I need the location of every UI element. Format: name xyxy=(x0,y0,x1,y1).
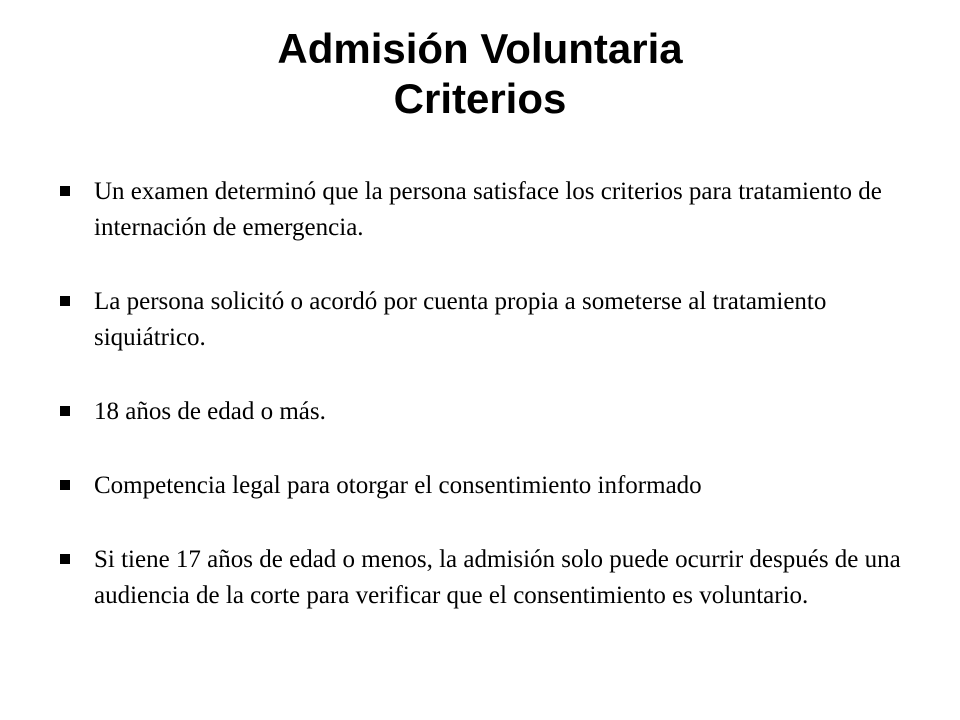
title-line-1: Admisión Voluntaria xyxy=(277,25,683,72)
bullet-list xyxy=(56,174,916,614)
square-bullet-icon xyxy=(60,480,70,490)
bullet-text: La persona solicitó o acordó por cuenta propia a someterse al tratamiento siquiátrico. xyxy=(94,288,827,351)
bullet-item xyxy=(56,284,916,356)
bullet-item xyxy=(56,174,916,246)
square-bullet-icon xyxy=(60,406,70,416)
bullet-text: Si tiene 17 años de edad o menos, la admisión solo puede ocurrir después de una audiencia de la corte para verificar que el consentimiento es voluntario. xyxy=(94,546,901,609)
square-bullet-icon xyxy=(60,554,70,564)
bullet-text: Competencia legal para otorgar el consentimiento informado xyxy=(94,472,702,499)
square-bullet-icon xyxy=(60,296,70,306)
bullet-item xyxy=(56,394,916,430)
slide-title xyxy=(0,24,960,124)
title-line-2: Criterios xyxy=(393,75,567,122)
bullet-item xyxy=(56,468,916,504)
square-bullet-icon xyxy=(60,186,70,196)
bullet-text: 18 años de edad o más. xyxy=(94,398,326,425)
bullet-item xyxy=(56,542,916,614)
bullet-text: Un examen determinó que la persona satisface los criterios para tratamiento de internación de emergencia. xyxy=(94,178,882,241)
